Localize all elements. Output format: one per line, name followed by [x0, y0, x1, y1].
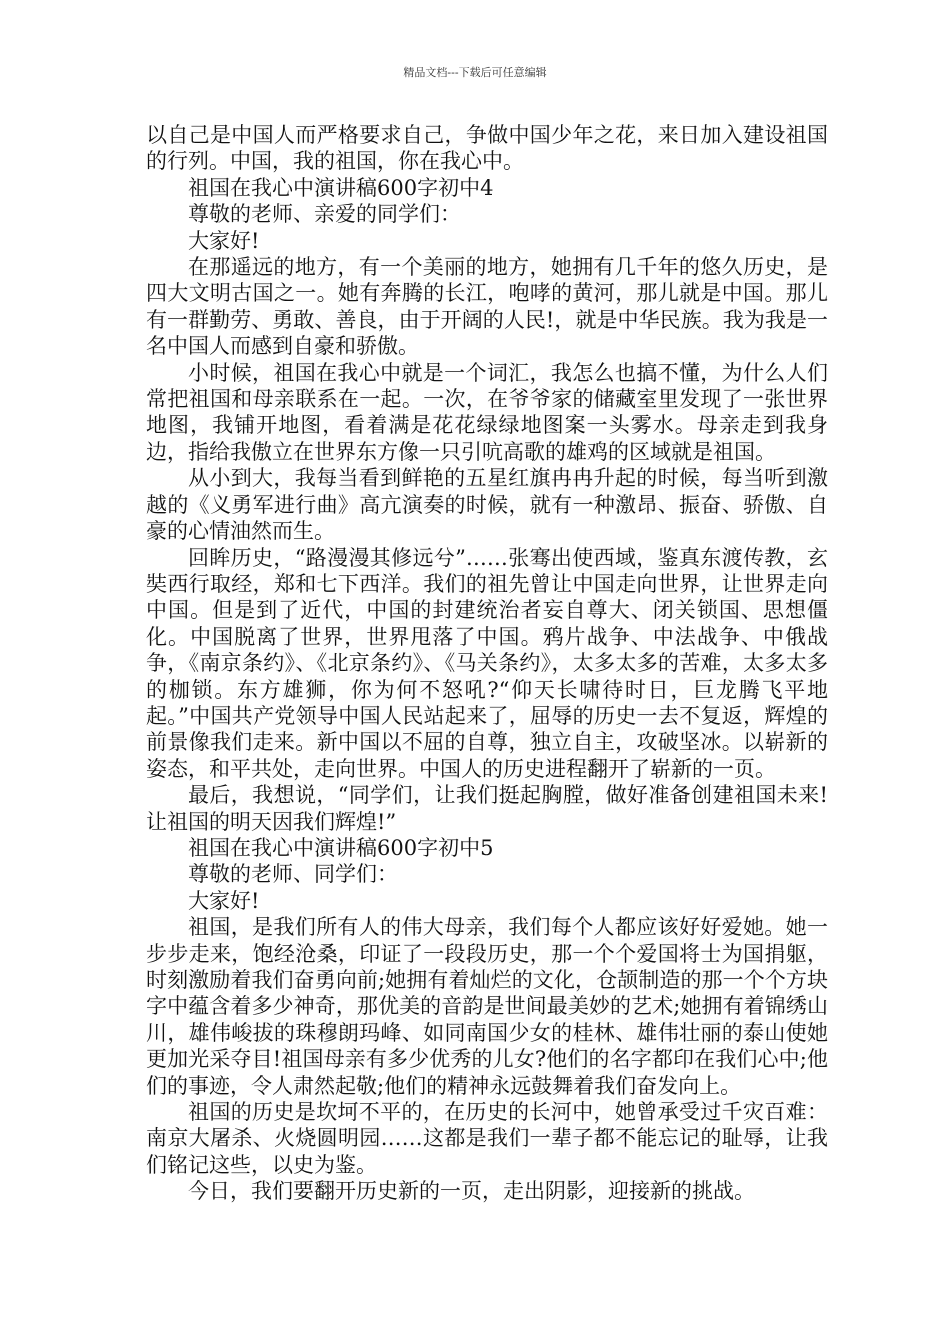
paragraph-continuation: 以自己是中国人而严格要求自己，争做中国少年之花，来日加入建设祖国的行列。中国，我的祖国，你在我心中。 — [146, 123, 828, 174]
greeting-5: 大家好! — [188, 888, 260, 913]
salutation-4: 尊敬的老师、亲爱的同学们： — [188, 202, 461, 227]
salutation-5: 尊敬的老师、同学们： — [188, 862, 398, 887]
paragraph: 回眸历史，“路漫漫其修远兮”……张骞出使西域，鉴真东渡传教，玄奘西行取经，郑和七下西洋。我们的祖先曾让中国走向世界，让世界走向中国。但是到了近代，中国的封建统治者妄自尊大、闭关锁国、思想僵化。中国脱离了世界，世界甩落了中国。鸦片战争、中法战争、中俄战争，《南京条约》、《北京条约》、《马关条约》，太多太多的苦难，太多太多的枷锁。东方雄狮，你为何不怒吼?“仰天长啸待时日，巨龙腾飞平地起。”中国共产党领导中国人民站起来了，屈辱的历史一去不复返，辉煌的前景像我们走来。新中国以不屈的自尊，独立自主，攻破坚冰。以崭新的姿态，和平共处，走向世界。中国人的历史进程翻开了崭新的一页。 — [146, 545, 828, 781]
paragraph: 祖国的历史是坎坷不平的，在历史的长河中，她曾承受过千灾百难：南京大屠杀、火烧圆明园……这都是我们一辈子都不能忘记的耻辱，让我们铭记这些，以史为鉴。 — [146, 1100, 828, 1177]
page-header: 精品文档---下载后可任意编辑 — [403, 66, 547, 79]
section-title-4: 祖国在我心中演讲稿600字初中4 — [188, 175, 494, 200]
paragraph: 小时候，祖国在我心中就是一个词汇，我怎么也搞不懂，为什么人们常把祖国和母亲联系在一起。一次，在爷爷家的储藏室里发现了一张世界地图，我铺开地图，看着满是花花绿绿地图案一头雾水。母亲走到我身边，指给我傲立在世界东方像一只引吭高歌的雄鸡的区域就是祖国。 — [146, 360, 828, 464]
section-title-5: 祖国在我心中演讲稿600字初中5 — [188, 835, 494, 860]
document-body — [146, 122, 828, 1205]
paragraph: 最后，我想说，“同学们，让我们挺起胸膛，做好准备创建祖国未来!让祖国的明天因我们辉煌!” — [146, 783, 828, 834]
paragraph: 祖国，是我们所有人的伟大母亲，我们每个人都应该好好爱她。她一步步走来，饱经沧桑，印证了一段段历史，那一个个爱国将士为国捐躯，时刻激励着我们奋勇向前;她拥有着灿烂的文化，仓颉制造的那一个个方块字中蕴含着多少神奇，那优美的音韵是世间最美妙的艺术;她拥有着锦绣山川，雄伟峻拔的珠穆朗玛峰、如同南国少女的桂林、雄伟壮丽的泰山使她更加光采夺目!祖国母亲有多少优秀的儿女?他们的名字都印在我们心中;他们的事迹，令人肃然起敬;他们的精神永远鼓舞着我们奋发向上。 — [146, 915, 828, 1098]
paragraph: 从小到大，我每当看到鲜艳的五星红旗冉冉升起的时候，每当听到激越的《义勇军进行曲》高亢演奏的时候，就有一种激昂、振奋、骄傲、自豪的心情油然而生。 — [146, 466, 828, 544]
paragraph: 今日，我们要翻开历史新的一页，走出阴影，迎接新的挑战。 — [188, 1179, 755, 1204]
paragraph: 在那遥远的地方，有一个美丽的地方，她拥有几千年的悠久历史，是四大文明古国之一。她有奔腾的长江，咆哮的黄河，那儿就是中国。那儿有一群勤劳、勇敢、善良，由于开阔的人民!，就是中华民族。我为我是一名中国人而感到自豪和骄傲。 — [146, 255, 828, 359]
greeting-4: 大家好! — [188, 228, 260, 253]
